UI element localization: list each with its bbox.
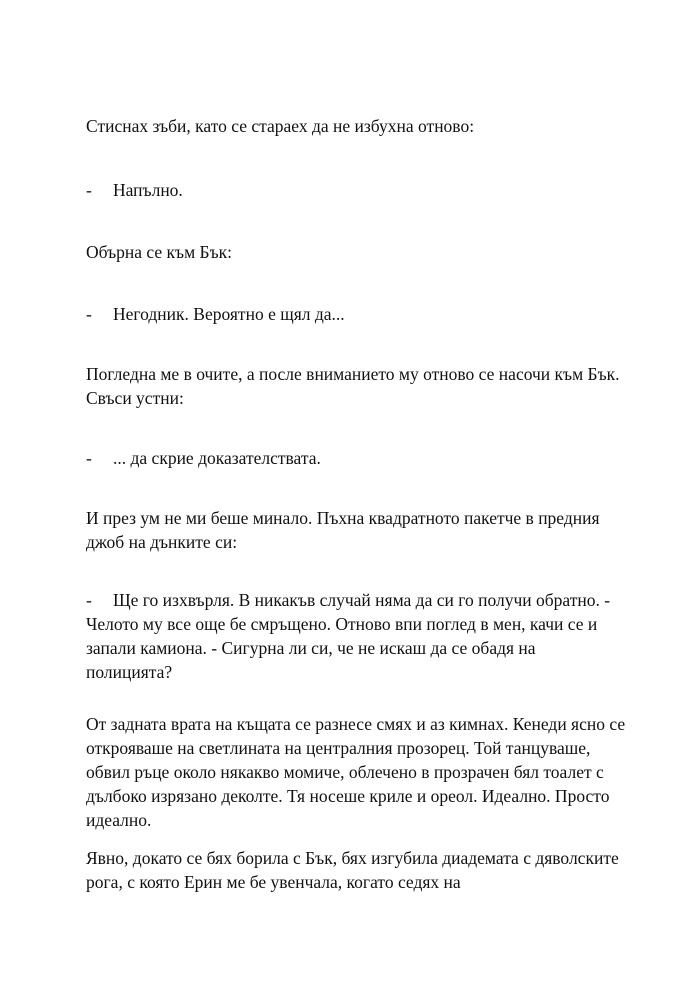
dialogue-line	[86, 302, 626, 326]
narration-paragraph: Обърна се към Бък:	[86, 242, 232, 262]
dialogue-dash: -	[86, 180, 92, 200]
dialogue-dash: -	[86, 448, 92, 468]
dialogue-text: Напълно.	[113, 180, 183, 200]
dialogue-text: Ще го изхвърля. В никакъв случай няма да си го получи обратно. - Челото му все още бе смръщено. Отново впи поглед в мен, качи се и запали камиона. - Сигурна ли си, че не искаш да се обадя на полицията?	[86, 590, 611, 682]
dialogue-text: ... да скрие доказателствата.	[113, 448, 321, 468]
narration-paragraph: Явно, докато се бях борила с Бък, бях изгубила диадемата с дяволските рога, с която Ерин ме бе увенчала, когато седях на	[86, 848, 619, 892]
narration-paragraph: Стиснах зъби, като се стараех да не избухна отново:	[86, 116, 475, 136]
dialogue-dash: -	[86, 590, 92, 610]
dialogue-dash: -	[86, 304, 92, 324]
narration-paragraph: От задната врата на къщата се разнесе смях и аз кимнах. Кенеди ясно се открояваше на светлината на централния прозорец. Той танцуваше, обвил ръце около някакво момиче, облечено в прозрачен бял тоалет с дълбоко изрязано деколте. Тя носеше криле и ореол. Идеално. Просто идеално.	[86, 714, 626, 830]
narration-paragraph: И през ум не ми беше минало. Пъхна квадратното пакетче в предния джоб на дънките си:	[86, 508, 600, 552]
dialogue-text: Негодник. Вероятно е щял да...	[113, 304, 345, 324]
dialogue-paragraph	[86, 588, 626, 684]
narration-paragraph: Погледна ме в очите, а после вниманието му отново се насочи към Бък. Свъси устни:	[86, 364, 620, 408]
dialogue-line	[86, 446, 626, 470]
dialogue-line	[86, 178, 626, 202]
